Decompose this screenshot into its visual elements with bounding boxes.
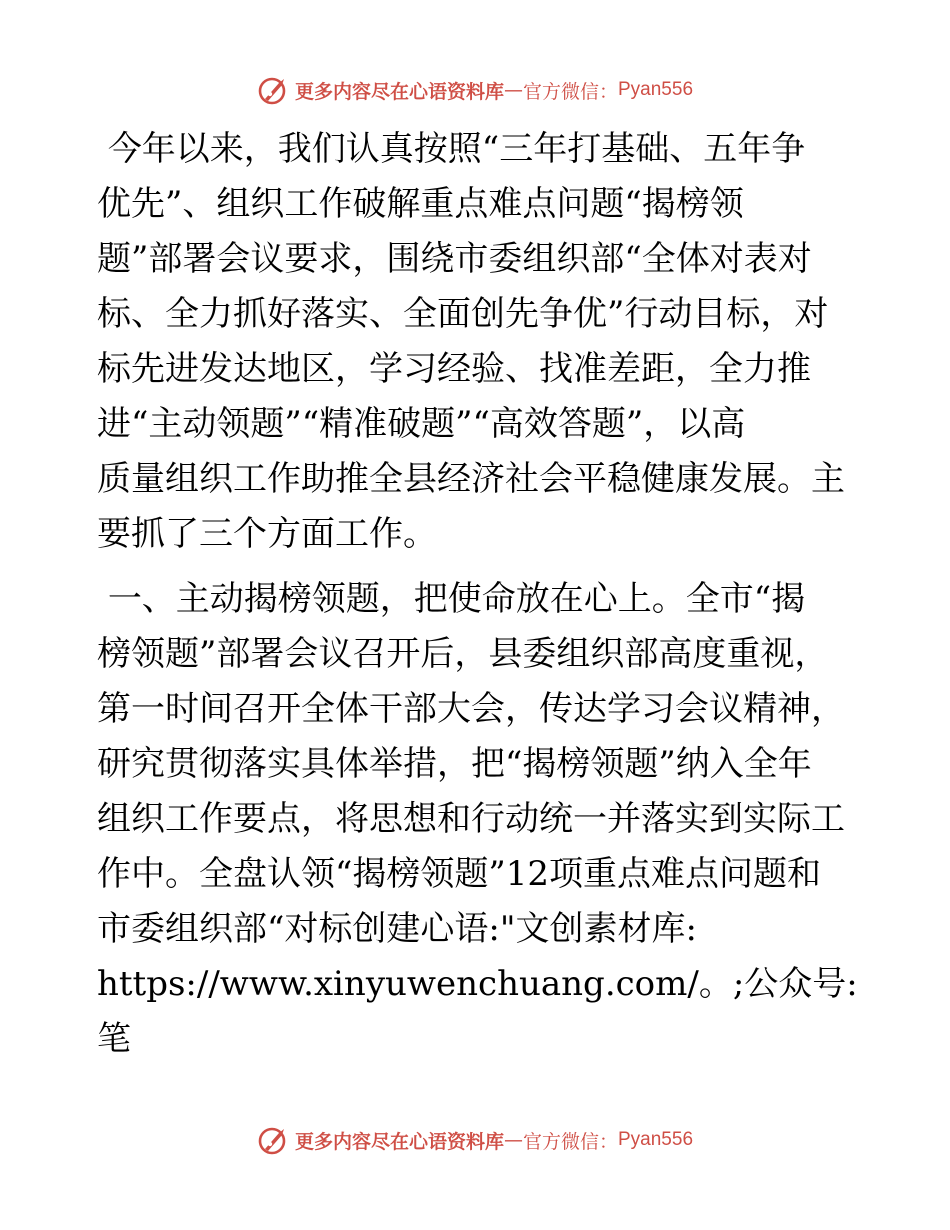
- text-line: 质量组织工作助推全县经济社会平稳健康发展。主: [97, 459, 845, 499]
- banner-wechat-id: Pyan556: [618, 79, 694, 100]
- text-line: 研究贯彻落实具体举措，把“揭榜领题”纳入全年: [97, 744, 812, 784]
- banner-main-text: 更多内容尽在心语资料库: [294, 1130, 504, 1153]
- text-line: 题”部署会议要求，围绕市委组织部“全体对表对: [97, 239, 812, 279]
- text-line: 优先”、组织工作破解重点难点问题“揭榜领: [97, 184, 744, 224]
- text-line: 标先进发达地区，学习经验、找准差距，全力推: [97, 349, 811, 389]
- text-line: 作中。全盘认领“揭榜领题”12项重点难点问题和: [97, 854, 822, 894]
- text-line: 一、主动揭榜领题，把使命放在心上。全市“揭: [97, 579, 806, 619]
- paragraph-section-one: [97, 572, 867, 1067]
- footer-banner: [0, 1120, 950, 1160]
- source-link[interactable]: https://www.xinyuwenchuang.com/。;公众号: 笔: [97, 964, 869, 1059]
- text-line: 今年以来，我们认真按照“三年打基础、五年争: [97, 129, 806, 169]
- banner-wechat-id: Pyan556: [618, 1129, 694, 1150]
- text-line: 组织工作要点，将思想和行动统一并落实到实际工: [97, 799, 845, 839]
- text-line: 要抓了三个方面工作。: [97, 514, 437, 554]
- paragraph-intro: [97, 122, 867, 562]
- text-line: 第一时间召开全体干部大会，传达学习会议精神，: [97, 689, 845, 729]
- banner-separator: —: [503, 79, 523, 101]
- text-line: 进“主动领题”“精准破题”“高效答题”，以高: [97, 404, 746, 444]
- banner-contact-label: 官方微信：: [522, 80, 618, 103]
- text-line: 榜领题”部署会议召开后，县委组织部高度重视，: [97, 634, 829, 674]
- pen-circle-logo-icon: [257, 73, 291, 107]
- text-line: 市委组织部“对标创建心语:"文创素材库:: [97, 909, 697, 949]
- text-line: 标、全力抓好落实、全面创先争优”行动目标，对: [97, 294, 829, 334]
- pen-circle-logo-icon: [257, 1123, 291, 1157]
- banner-separator: —: [503, 1129, 523, 1151]
- banner-main-text: 更多内容尽在心语资料库: [294, 80, 504, 103]
- header-banner: [0, 70, 950, 110]
- document-body: [97, 122, 867, 1067]
- banner-contact-label: 官方微信：: [522, 1130, 618, 1153]
